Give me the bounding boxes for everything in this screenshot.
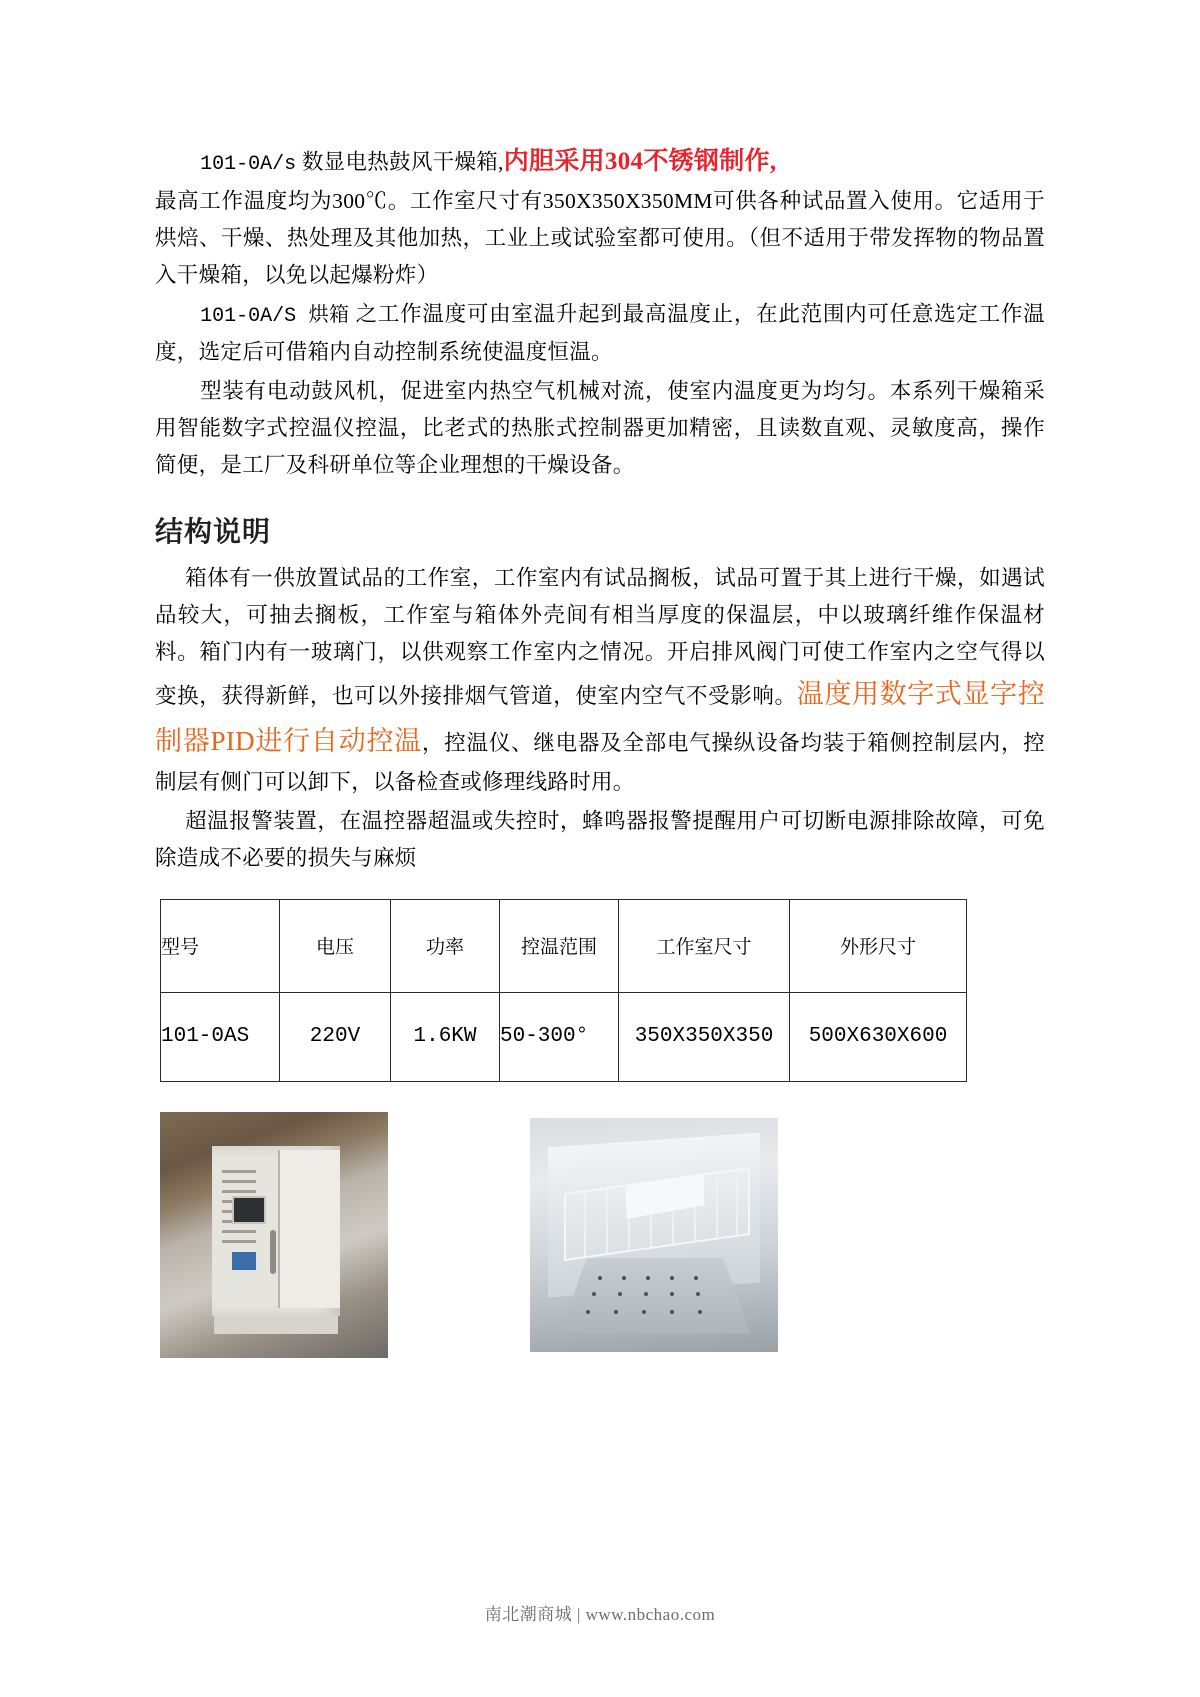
cell-chamber-size: 350X350X350 (619, 992, 790, 1081)
cell-range: 50-300° (500, 992, 619, 1081)
intro-paragraph-3-body: 型装有电动鼓风机，促进室内热空气机械对流，使室内温度更为均匀。本系列干燥箱采用智能数字式控温仪控温，比老式的热胀式控制器更加精密，且读数直观、灵敏度高，操作简便，是工厂及科研单位等企业理想的干燥设备。 (155, 379, 1045, 478)
oven-exterior-photo (160, 1112, 388, 1358)
intro-line1-plain: 数显电热鼓风干燥箱, (301, 150, 504, 174)
intro-paragraph-3 (155, 373, 1045, 484)
product-images (160, 1112, 1045, 1362)
oven-control-panel-shape (232, 1196, 266, 1224)
structure-highlight: 温度用数字式显字控制器PID进行自动控温 (155, 679, 1046, 756)
page-footer: 南北潮商城 | www.nbchao.com (484, 1605, 716, 1624)
spec-table (160, 899, 967, 1082)
structure-paragraph-1-body: 箱体有一供放置试品的工作室，工作室内有试品搁板，试品可置于其上进行干燥，如遇试品较大，可抽去搁板，工作室与箱体外壳间有相当厚度的保温层，中以玻璃纤维作保温材料。箱门内有一玻璃门，以供观察工作室内之情况。开启排风阀门可使工作室内之空气得以变换，获得新鲜，也可以外接排烟气管道，使室内空气不受影响。 (155, 566, 1045, 709)
oven-label-shape (232, 1252, 256, 1270)
table-header-voltage: 电压 (280, 899, 391, 992)
structure-paragraph-2-body: 超温报警装置，在温控器超温或失控时，蜂鸣器报警提醒用户可切断电源排除故障，可免除造成不必要的损失与麻烦 (155, 808, 1045, 870)
cell-voltage: 220V (280, 992, 391, 1081)
intro-paragraph-2-body: 之工作温度可由室温升起到最高温度止，在此范围内可任意选定工作温度，选定后可借箱内自动控制系统使温度恒温。 (155, 301, 1045, 365)
chamber-floor-shape (560, 1258, 750, 1334)
intro-paragraph-1 (155, 140, 1045, 294)
product-model-inline: 101-0A/s (200, 153, 297, 176)
product-model-inline-2: 101-0A/S 烘箱 (200, 304, 350, 328)
table-row (161, 992, 967, 1081)
section-title-structure: 结构说明 (155, 517, 272, 549)
table-header-range: 控温范围 (500, 899, 619, 992)
cell-power: 1.6KW (391, 992, 500, 1081)
intro-paragraph-2 (155, 296, 1045, 371)
intro-line1-highlight: 内胆采用304不锈钢制作, (503, 148, 777, 175)
table-header-model: 型号 (161, 899, 280, 992)
table-header-chamber-size: 工作室尺寸 (619, 899, 790, 992)
cell-outer-size: 500X630X600 (790, 992, 967, 1081)
table-header-outer-size: 外形尺寸 (790, 899, 967, 992)
oven-base-shape (214, 1316, 338, 1334)
oven-interior-photo (530, 1118, 778, 1352)
table-header-row (161, 899, 967, 992)
intro-paragraph-1-body: 最高工作温度均为300℃。工作室尺寸有350X350X350MM可供各种试品置入使用。它适用于烘焙、干燥、热处理及其他加热，工业上或试验室都可使用。（但不适用于带发挥物的物品置入干燥箱，以免以起爆粉炸） (155, 189, 1045, 287)
table-header-power: 功率 (391, 899, 500, 992)
structure-paragraph-1 (155, 560, 1045, 801)
structure-paragraph-2 (155, 803, 1045, 877)
cell-model: 101-0AS (161, 992, 280, 1081)
oven-handle-shape (270, 1230, 276, 1274)
oven-door-shape (278, 1150, 340, 1308)
structure-paragraph-1-tail: ，控温仪、继电器及全部电气操纵设备均装于箱侧控制层内，控制层有侧门可以卸下，以备检查或修理线路时用。 (155, 730, 1046, 794)
